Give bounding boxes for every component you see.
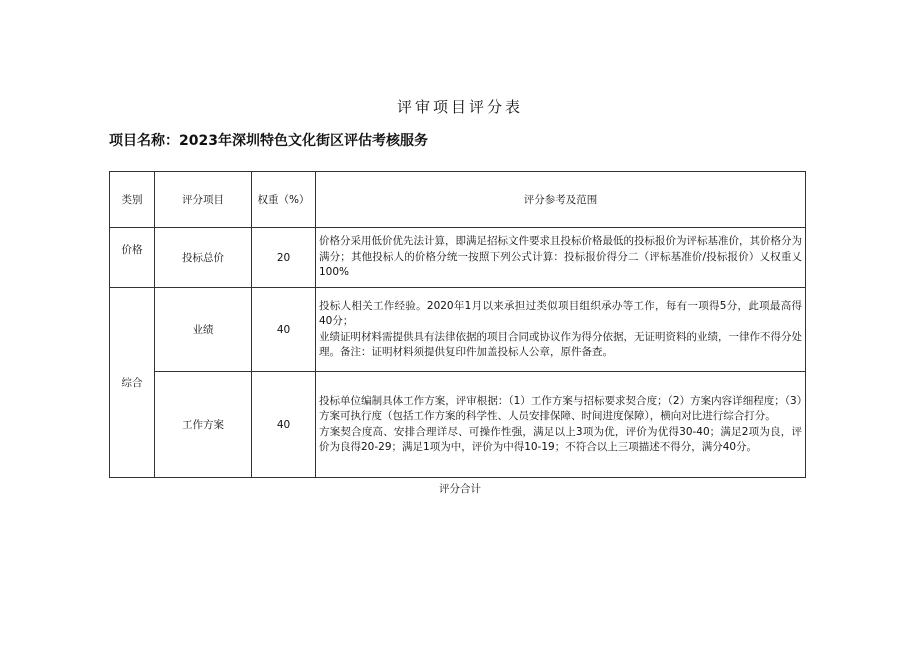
table-row-price (110, 228, 806, 288)
table-row-plan (110, 372, 806, 478)
weight-performance: 40 (252, 288, 316, 372)
table-row-performance (110, 288, 806, 372)
item-work-plan: 工作方案 (155, 372, 252, 478)
category-comprehensive: 综合 (110, 288, 155, 478)
project-name: 项目名称：2023年深圳特色文化街区评估考核服务 (109, 133, 428, 149)
reference-price: 价格分采用低价优先法计算，即满足招标文件要求且投标价格最低的投标报价为评标基准价，其价格分为满分；其他投标人的价格分统一按照下列公式计算：投标报价得分二（评标基准价/投标报价）乂权重乂100% (316, 228, 806, 288)
category-price: 价格 (110, 228, 155, 288)
weight-work-plan: 40 (252, 372, 316, 478)
scoring-table (109, 171, 806, 478)
item-total-bid: 投标总价 (155, 228, 252, 288)
item-performance: 业绩 (155, 288, 252, 372)
performance-text-2: 业绩证明材料需提供具有法律依据的项目合同或协议作为得分依据，无证明资料的业绩，一律作不得分处理。备注：证明材料须提供复印件加盖投标人公章，原件备查。 (319, 330, 802, 358)
plan-text-1: 投标单位编制具体工作方案，评审根据：（1）工作方案与招标要求契合度；（2）方案内容详细程度；（3）方案可执行度（包括工作方案的科学性、人员安排保障、时间进度保障），横向对比进行综合打分。 (319, 394, 802, 422)
table-header-row (110, 172, 806, 228)
total-score-label: 评分合计 (439, 483, 481, 495)
header-weight: 权重（%） (252, 172, 316, 228)
header-category: 类别 (110, 172, 155, 228)
plan-text-2: 方案契合度高、安排合理详尽、可操作性强，满足以上3项为优，评价为优得30-40；满足2项为良，评价为良得20-29；满足1项为中，评价为中得10-19；不符合以上三项描述不得分，满分40分。 (319, 425, 802, 453)
performance-text-1: 投标人相关工作经验。2020年1月以来承担过类似项目组织承办等工作，每有一项得5分，此项最高得40分； (319, 299, 802, 327)
document-title: 评审项目评分表 (396, 98, 523, 116)
reference-work-plan (316, 372, 806, 478)
reference-performance (316, 288, 806, 372)
header-item: 评分项目 (155, 172, 252, 228)
weight-total-bid: 20 (252, 228, 316, 288)
header-reference: 评分参考及范围 (316, 172, 806, 228)
